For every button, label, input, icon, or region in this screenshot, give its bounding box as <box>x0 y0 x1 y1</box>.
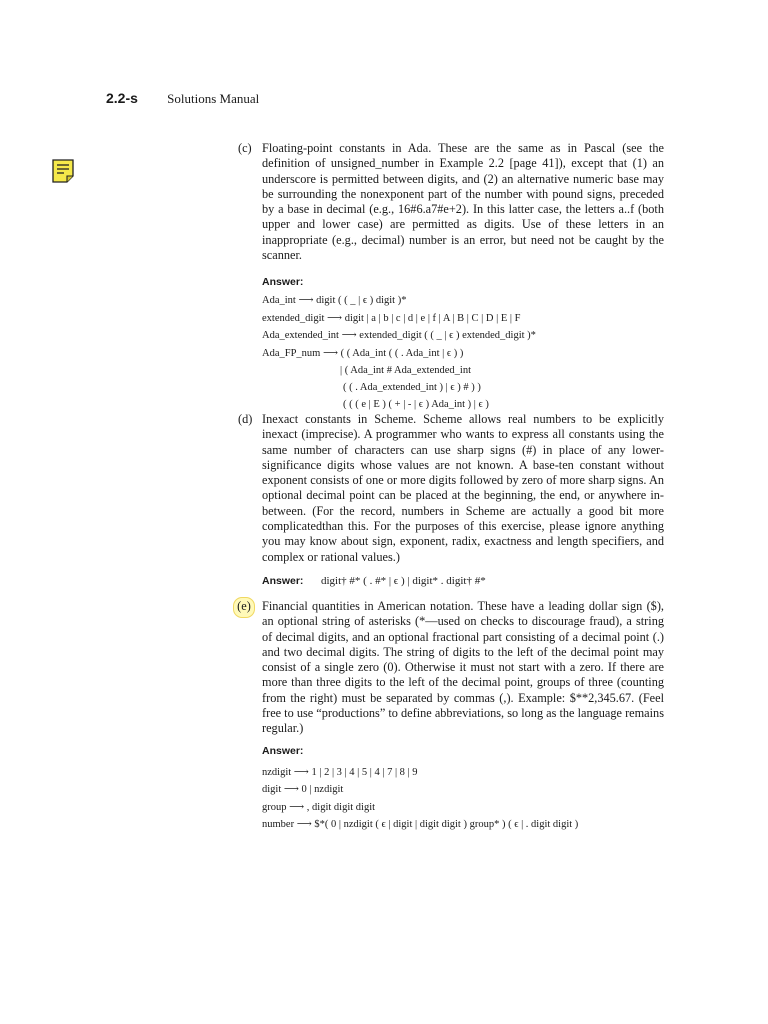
grammar-line: | ( Ada_int # Ada_extended_int <box>340 365 471 376</box>
sticky-note-icon[interactable] <box>52 159 74 183</box>
answer-label-e: Answer: <box>262 745 304 757</box>
item-marker: (d) <box>238 412 253 426</box>
running-title: Solutions Manual <box>167 91 260 106</box>
page-header <box>106 90 259 107</box>
grammar-line: Ada_extended_int ⟶ extended_digit ( ( _ | ϵ ) extended_digit )* <box>262 330 536 341</box>
grammar-line: extended_digit ⟶ digit | a | b | c | d | e | f | A | B | C | D | E | F <box>262 313 521 324</box>
grammar-line: number ⟶ $*( 0 | nzdigit ( ϵ | digit | digit digit ) group* ) ( ϵ | . digit digit ) <box>262 819 579 830</box>
grammar-line: nzdigit ⟶ 1 | 2 | 3 | 4 | 5 | 4 | 7 | 8 | 9 <box>262 767 418 778</box>
grammar-line: digit ⟶ 0 | nzdigit <box>262 784 344 795</box>
grammar-line: ( ( . Ada_extended_int ) | ϵ ) # ) ) <box>343 382 481 393</box>
grammar-line: ( ( ( e | E ) ( + | - | ϵ ) Ada_int ) | ϵ ) <box>343 399 489 410</box>
answer-label-c: Answer: <box>262 276 304 288</box>
grammar-line: Ada_FP_num ⟶ ( ( Ada_int ( ( . Ada_int | ϵ ) ) <box>262 348 464 359</box>
exercise-e <box>237 599 664 737</box>
answer-label-d: Answer: <box>262 575 304 587</box>
grammar-line: Ada_int ⟶ digit ( ( _ | ϵ ) digit )* <box>262 295 407 306</box>
exercise-d <box>238 412 664 565</box>
highlighted-marker[interactable] <box>233 597 255 618</box>
item-text: Financial quantities in American notation. These have a leading dollar sign ($), an optional string of asterisks (*—used on checks to discourage fraud), a string of decimal digits, and an optional fractional part consisting of a decimal point (.) and two decimal digits. The string of digits to the left of the decimal point may consist of a single zero (0). Otherwise it must not start with a zero. If there are more than three digits to the left of the decimal point, groups of three (counting from the right) must be separated by commas (,). Example: $**2,345.67. (Feel free to use “productions” to define abbreviations, so long as the language remains regular.) <box>262 599 664 736</box>
answer-d-expression: digit† #* ( . #* | ϵ ) | digit* . digit† #* <box>321 575 486 587</box>
exercise-c <box>238 141 664 263</box>
section-number: 2.2-s <box>106 90 138 106</box>
grammar-line: group ⟶ , digit digit digit <box>262 802 376 813</box>
item-marker: (c) <box>238 141 252 155</box>
item-text: Floating-point constants in Ada. These are the same as in Pascal (see the definition of unsigned_number in Example 2.2 [page 41]), except that (1) an underscore is permitted between digits, and (2) an alternative numeric base may be surrounding the nonexponent part of the number with pound signs, preceded by a base in decimal (e.g., 16#6.a7#e+2). In this latter case, the letters a..f (both upper and lower case) are permitted as digits. Use of these letters in an inappropriate (e.g., decimal) number is an error, but need not be caught by the scanner. <box>262 141 664 263</box>
item-text: Inexact constants in Scheme. Scheme allows real numbers to be explicitly inexact (imprecise). A programmer who wants to express all constants using the same number of characters can use sharp signs (#) in place of any lower-significance digits whose values are not known. A base-ten constant without exponent consists of one or more digits followed by zero of more sharp signs. An optional decimal point can be placed at the beginning, the end, or anywhere in-between. (For the record, numbers in Scheme are actually a good bit more complicatedthan this. For the purposes of this exercise, please ignore anything you may know about sign, exponent, radix, exactness and length specifiers, and complex or rational values.) <box>262 412 664 564</box>
item-marker: (e) <box>237 599 251 613</box>
